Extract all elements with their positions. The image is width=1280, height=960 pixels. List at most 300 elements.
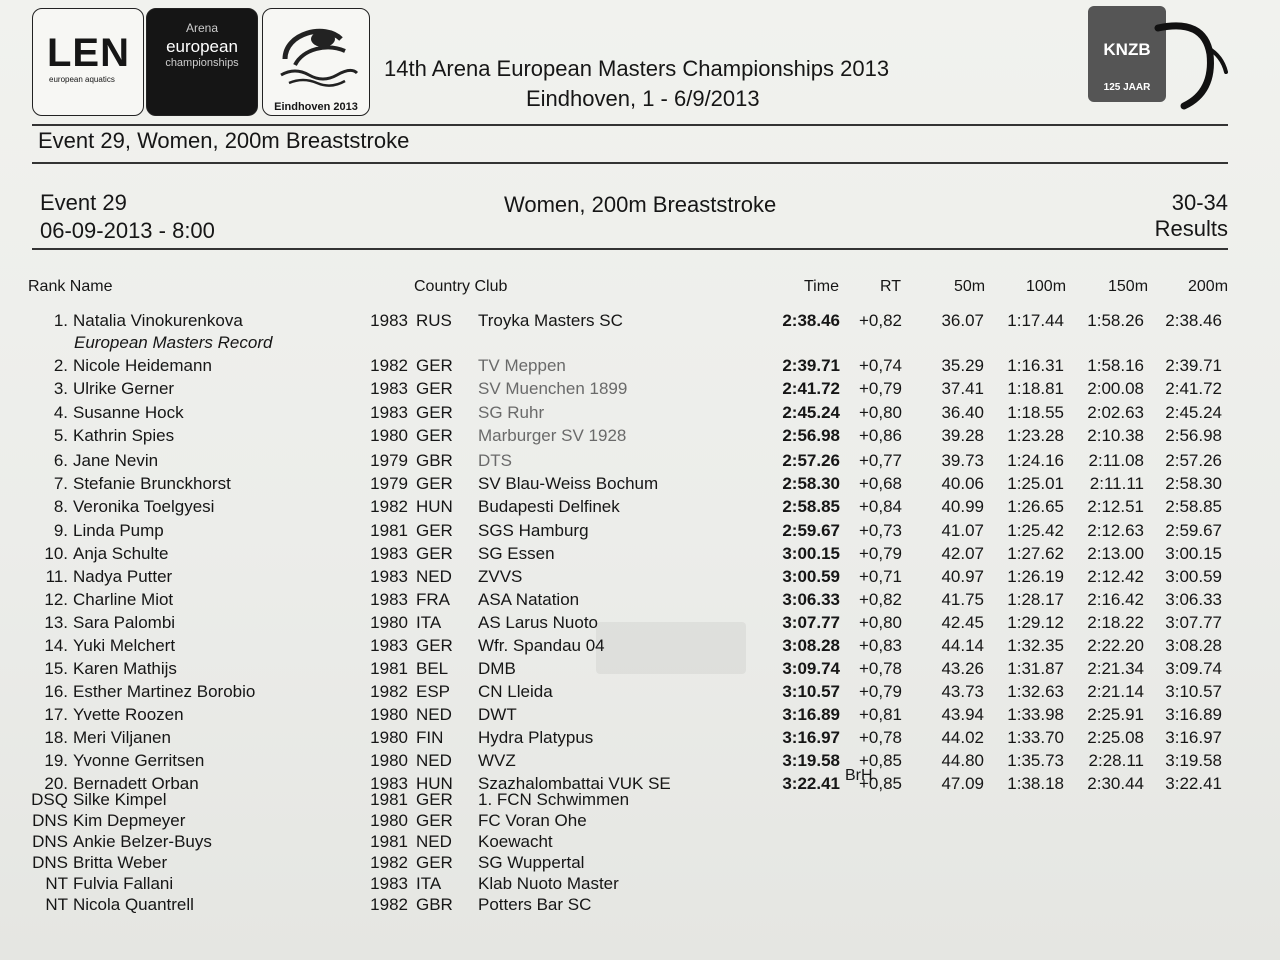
cell-s50: 36.07 [941,311,984,330]
cell-s200: 3:09.74 [1165,659,1222,678]
cell-s150: 2:10.38 [1087,426,1144,445]
cell-name: Yvonne Gerritsen [73,751,205,770]
cell-time: 3:10.57 [782,682,840,701]
cell-rank: 19. [44,751,68,770]
cell-country: FIN [416,728,444,747]
cell-rt: +0,81 [858,705,902,724]
cell-year: 1979 [370,474,408,493]
cell-rt: +0,79 [858,379,902,398]
cell-rank: DNS [32,811,68,830]
cell-time: 3:16.89 [782,705,840,724]
cell-year: 1982 [370,356,408,375]
event-age-group: 30-34 [1171,190,1228,215]
cell-name: Esther Martinez Borobio [73,682,256,701]
cell-s200: 2:56.98 [1165,426,1222,445]
cell-rt: +0,82 [858,311,902,330]
len-logo [32,8,144,116]
cell-rt: +0,82 [858,590,902,609]
cell-country: RUS [416,311,452,330]
cell-country: GER [416,544,453,563]
cell-year: 1983 [370,774,408,793]
table-row [0,426,1280,448]
cell-rank: 13. [44,613,68,632]
cell-rank: 5. [53,426,68,445]
cell-country: BEL [416,659,449,678]
cell-year: 1981 [370,521,408,540]
championship-title: 14th Arena European Masters Championships 2013 [384,56,890,81]
cell-name: Sara Palombi [73,613,176,632]
event-info-rule [32,248,1228,250]
table-row [0,379,1280,401]
cell-time: 3:06.33 [782,590,840,609]
cell-rank: 14. [44,636,68,655]
cell-s200: 2:39.71 [1165,356,1222,375]
cell-rank: 11. [45,567,68,586]
cell-s50: 36.40 [941,403,984,422]
cell-s50: 40.97 [941,567,984,586]
cell-rank: DNS [32,853,68,872]
cell-year: 1980 [370,705,408,724]
cell-club: FC Voran Ohe [478,811,587,830]
cell-s200: 3:07.77 [1165,613,1222,632]
cell-time: 3:19.58 [782,751,840,770]
cell-s200: 2:58.85 [1165,497,1222,516]
cell-s50: 41.75 [941,590,984,609]
knzb-swirl-icon [1118,18,1238,114]
cell-rt: +0,86 [858,426,902,445]
cell-time: 2:45.24 [782,403,840,422]
cell-time: 2:39.71 [782,356,840,375]
cell-rt: +0,74 [858,356,902,375]
cell-name: Yuki Melchert [73,636,176,655]
cell-country: NED [416,832,452,851]
cell-s100: 1:17.44 [1007,311,1064,330]
cell-year: 1982 [370,497,408,516]
cell-time: 2:56.98 [782,426,840,445]
event-status: Results [1154,216,1228,241]
cell-s50: 44.02 [941,728,984,747]
cell-rt: +0,85 [858,774,902,793]
event-heading-rule [32,162,1228,164]
cell-name: Meri Viljanen [73,728,171,747]
cell-s150: 2:12.42 [1087,567,1144,586]
arena-logo-line3: championships [165,57,239,69]
cell-club: Hydra Platypus [478,728,594,747]
cell-s50: 37.41 [941,379,984,398]
cell-country: GER [416,521,453,540]
table-row [0,311,1280,333]
cell-s150: 2:02.63 [1087,403,1144,422]
cell-s100: 1:18.55 [1007,403,1064,422]
cell-country: GER [416,853,453,872]
cell-s100: 1:16.31 [1007,356,1064,375]
brh-note: BrH [845,767,873,784]
cell-name: Nicole Heidemann [73,356,212,375]
cell-s150: 2:22.20 [1087,636,1144,655]
arena-logo-line1: Arena [185,21,219,35]
cell-rank: DNS [32,832,68,851]
cell-country: NED [416,751,452,770]
cell-rank: 6. [53,451,68,470]
cell-club: WVZ [478,751,516,770]
cell-rank: NT [45,874,68,893]
cell-club: Wfr. Spandau 04 [478,636,605,655]
cell-s100: 1:27.62 [1007,544,1064,563]
cell-club: Potters Bar SC [478,895,592,914]
cell-time: 3:00.59 [782,567,840,586]
cell-year: 1983 [370,311,408,330]
cell-s50: 43.73 [941,682,984,701]
cell-s200: 3:00.15 [1165,544,1222,563]
cell-rt: +0,79 [858,682,902,701]
cell-time: 2:38.46 [782,311,840,330]
cell-year: 1982 [370,682,408,701]
cell-s150: 2:11.08 [1088,451,1144,470]
cell-s100: 1:32.35 [1007,636,1064,655]
cell-rank: 4. [53,403,68,422]
cell-country: ESP [416,682,451,701]
cell-rt: +0,71 [858,567,902,586]
cell-time: 3:08.28 [782,636,840,655]
cell-rt: +0,85 [858,751,902,770]
cell-s200: 3:08.28 [1165,636,1222,655]
cell-s200: 3:06.33 [1165,590,1222,609]
table-row [0,874,1280,896]
table-row [0,521,1280,543]
cell-club: ASA Natation [478,590,580,609]
cell-name: Linda Pump [73,521,164,540]
cell-year: 1983 [370,403,408,422]
cell-year: 1983 [370,636,408,655]
cell-time: 3:09.74 [782,659,840,678]
eindhoven-logo [262,8,370,116]
cell-country: NED [416,705,452,724]
cell-s100: 1:35.73 [1007,751,1064,770]
cell-year: 1983 [370,379,408,398]
cell-club: SGS Hamburg [478,521,589,540]
cell-s50: 42.45 [941,613,984,632]
cell-rt: +0,84 [858,497,902,516]
cell-rank: 20. [44,774,68,793]
cell-country: HUN [416,497,453,516]
cell-s100: 1:25.42 [1007,521,1064,540]
cell-rank: 9. [53,521,68,540]
table-row [0,832,1280,854]
cell-s200: 2:58.30 [1165,474,1222,493]
cell-rank: 15. [44,659,68,678]
table-row [0,659,1280,681]
cell-name: Kathrin Spies [73,426,175,445]
cell-club: Marburger SV 1928 [478,426,627,445]
cell-s50: 40.06 [941,474,984,493]
cell-s100: 1:26.65 [1007,497,1064,516]
table-row [0,895,1280,917]
cell-rank: 17. [44,705,68,724]
cell-s100: 1:25.01 [1007,474,1064,493]
cell-country: ITA [416,874,442,893]
cell-s150: 1:58.26 [1087,311,1144,330]
col-100m: 100m [1026,278,1067,295]
knzb-logo-text: KNZB [1103,40,1151,59]
cell-name: Karen Mathijs [73,659,177,678]
cell-country: FRA [416,590,450,609]
cell-s200: 3:10.57 [1165,682,1222,701]
cell-time: 2:57.26 [782,451,840,470]
arena-logo-line2: european [166,37,238,56]
cell-country: GBR [416,895,453,914]
table-row [0,590,1280,612]
cell-club: DTS [478,451,512,470]
cell-s50: 44.14 [941,636,984,655]
table-row [0,853,1280,875]
table-row [0,728,1280,750]
cell-rt: +0,68 [858,474,902,493]
cell-time: 2:41.72 [782,379,840,398]
cell-year: 1983 [370,567,408,586]
table-row [0,682,1280,704]
cell-year: 1980 [370,751,408,770]
cell-s100: 1:23.28 [1007,426,1064,445]
cell-s150: 2:13.00 [1087,544,1144,563]
cell-name: Charline Miot [73,590,174,609]
cell-s200: 2:57.26 [1165,451,1222,470]
cell-name: Nadya Putter [73,567,173,586]
cell-country: HUN [416,774,453,793]
cell-s100: 1:38.18 [1007,774,1064,793]
cell-rank: 18. [44,728,68,747]
table-row [0,790,1280,812]
cell-s150: 2:12.63 [1087,521,1144,540]
table-row [0,567,1280,589]
cell-s100: 1:24.16 [1007,451,1064,470]
cell-name: Bernadett Orban [73,774,199,793]
col-time: Time [804,278,839,295]
cell-year: 1980 [370,811,408,830]
cell-rank: DSQ [31,790,68,809]
table-row [0,751,1280,773]
cell-s200: 3:00.59 [1165,567,1222,586]
cell-time: 2:58.85 [782,497,840,516]
cell-country: ITA [416,613,442,632]
len-logo-text: LEN [47,31,130,75]
cell-club: Troyka Masters SC [478,311,623,330]
cell-s150: 2:30.44 [1087,774,1144,793]
cell-time: 3:16.97 [782,728,840,747]
cell-s150: 2:25.91 [1087,705,1144,724]
eindhoven-logo-caption: Eindhoven 2013 [274,101,358,113]
cell-time: 2:59.67 [782,521,840,540]
cell-name: Kim Depmeyer [73,811,186,830]
cell-s100: 1:26.19 [1007,567,1064,586]
cell-rt: +0,77 [858,451,902,470]
cell-name: Veronika Toelgyesi [73,497,215,516]
arena-logo [146,8,258,116]
cell-club: DWT [478,705,517,724]
cell-club: TV Meppen [478,356,566,375]
cell-rt: +0,83 [858,636,902,655]
cell-s200: 2:45.24 [1165,403,1222,422]
cell-club: Budapesti Delfinek [478,497,620,516]
cell-rank: 8. [53,497,68,516]
cell-country: GER [416,403,453,422]
table-row [0,474,1280,496]
cell-club: SV Blau-Weiss Bochum [478,474,659,493]
cell-s50: 43.26 [941,659,984,678]
event-datetime: 06-09-2013 - 8:00 [40,218,215,243]
col-rank-name: Rank Name [28,278,113,295]
cell-year: 1980 [370,728,408,747]
table-row [0,811,1280,833]
cell-s200: 3:22.41 [1165,774,1222,793]
cell-name: Jane Nevin [73,451,159,470]
cell-s50: 43.94 [941,705,984,724]
cell-name: Yvette Roozen [73,705,184,724]
len-logo-subtext: european aquatics [49,75,115,84]
cell-club: CN Lleida [478,682,553,701]
cell-country: GER [416,636,453,655]
cell-year: 1982 [370,895,408,914]
cell-s200: 2:59.67 [1165,521,1222,540]
cell-country: GER [416,379,453,398]
cell-rank: 3. [53,379,68,398]
cell-s50: 39.73 [941,451,984,470]
table-row [0,544,1280,566]
cell-year: 1980 [370,426,408,445]
table-row [0,705,1280,727]
cell-rt: +0,80 [858,403,902,422]
cell-rt: +0,78 [858,728,902,747]
cell-time: 3:07.77 [782,613,840,632]
cell-year: 1981 [370,832,408,851]
cell-s100: 1:32.63 [1007,682,1064,701]
cell-s50: 40.99 [941,497,984,516]
cell-club: Koewacht [478,832,553,851]
record-note: European Masters Record [74,333,273,352]
cell-s150: 2:18.22 [1087,613,1144,632]
cell-rank: 10. [44,544,68,563]
cell-s200: 2:38.46 [1165,311,1222,330]
table-row [0,356,1280,378]
championship-subtitle: Eindhoven, 1 - 6/9/2013 [526,86,760,111]
event-heading: Event 29, Women, 200m Breaststroke [38,128,410,153]
cell-name: Ulrike Gerner [73,379,175,398]
cell-time: 3:00.15 [782,544,840,563]
cell-club: AS Larus Nuoto [478,613,599,632]
cell-rt: +0,73 [858,521,902,540]
cell-s100: 1:28.17 [1007,590,1064,609]
cell-s100: 1:31.87 [1007,659,1064,678]
cell-year: 1981 [370,659,408,678]
cell-s150: 2:11.11 [1089,474,1144,493]
cell-name: Nicola Quantrell [73,895,194,914]
cell-s200: 3:16.89 [1165,705,1222,724]
table-row [0,613,1280,635]
cell-name: Britta Weber [73,853,168,872]
cell-country: GER [416,474,453,493]
cell-year: 1979 [370,451,408,470]
cell-s50: 44.80 [941,751,984,770]
event-number: Event 29 [40,190,127,215]
col-200m: 200m [1188,278,1229,295]
cell-country: GER [416,356,453,375]
cell-s200: 3:19.58 [1165,751,1222,770]
cell-country: GER [416,426,453,445]
cell-s200: 3:16.97 [1165,728,1222,747]
cell-rt: +0,78 [858,659,902,678]
cell-rank: 1. [53,311,68,330]
swimmer-wave-icon [275,19,359,91]
col-country-club: Country Club [414,278,508,295]
cell-name: Anja Schulte [73,544,169,563]
cell-time: 3:22.41 [782,774,840,793]
cell-club: Klab Nuoto Master [478,874,619,893]
cell-name: Fulvia Fallani [73,874,174,893]
cell-year: 1980 [370,613,408,632]
cell-s150: 2:21.14 [1087,682,1144,701]
knzb-logo-subtext: 125 JAAR [1103,82,1151,93]
cell-rank: 12. [44,590,68,609]
cell-country: GBR [416,451,453,470]
cell-year: 1983 [370,544,408,563]
cell-club: SG Ruhr [478,403,545,422]
event-name: Women, 200m Breaststroke [504,192,777,217]
cell-name: Silke Kimpel [73,790,167,809]
table-row [0,497,1280,519]
cell-s150: 1:58.16 [1087,356,1144,375]
cell-name: Natalia Vinokurenkova [73,311,243,330]
col-50m: 50m [954,278,986,295]
cell-club: DMB [478,659,516,678]
cell-name: Ankie Belzer-Buys [73,832,212,851]
cell-s100: 1:33.70 [1007,728,1064,747]
cell-s50: 42.07 [941,544,984,563]
cell-club: SG Wuppertal [478,853,585,872]
cell-country: GER [416,811,453,830]
cell-year: 1983 [370,590,408,609]
cell-s50: 35.29 [941,356,984,375]
cell-country: NED [416,567,452,586]
cell-s50: 39.28 [941,426,984,445]
col-150m: 150m [1108,278,1149,295]
cell-club: SV Muenchen 1899 [478,379,628,398]
cell-s150: 2:28.11 [1088,751,1144,770]
cell-club: ZVVS [478,567,523,586]
cell-name: Stefanie Brunckhorst [73,474,231,493]
cell-rt: +0,80 [858,613,902,632]
cell-s100: 1:33.98 [1007,705,1064,724]
col-rt: RT [880,278,902,295]
cell-rank: 16. [44,682,68,701]
cell-rt: +0,79 [858,544,902,563]
cell-s50: 41.07 [941,521,984,540]
cell-rank: 2. [53,356,68,375]
cell-s200: 2:41.72 [1165,379,1222,398]
cell-club: Szazhalombattai VUK SE [478,774,671,793]
cell-s50: 47.09 [941,774,984,793]
table-row [0,403,1280,425]
cell-rank: NT [45,895,68,914]
cell-name: Susanne Hock [73,403,184,422]
table-row [0,451,1280,473]
cell-s150: 2:16.42 [1087,590,1144,609]
header-rule [32,124,1228,126]
cell-year: 1981 [370,790,408,809]
table-row [0,636,1280,658]
cell-club: 1. FCN Schwimmen [478,790,630,809]
cell-s100: 1:29.12 [1007,613,1064,632]
cell-country: GER [416,790,453,809]
cell-s150: 2:12.51 [1087,497,1144,516]
